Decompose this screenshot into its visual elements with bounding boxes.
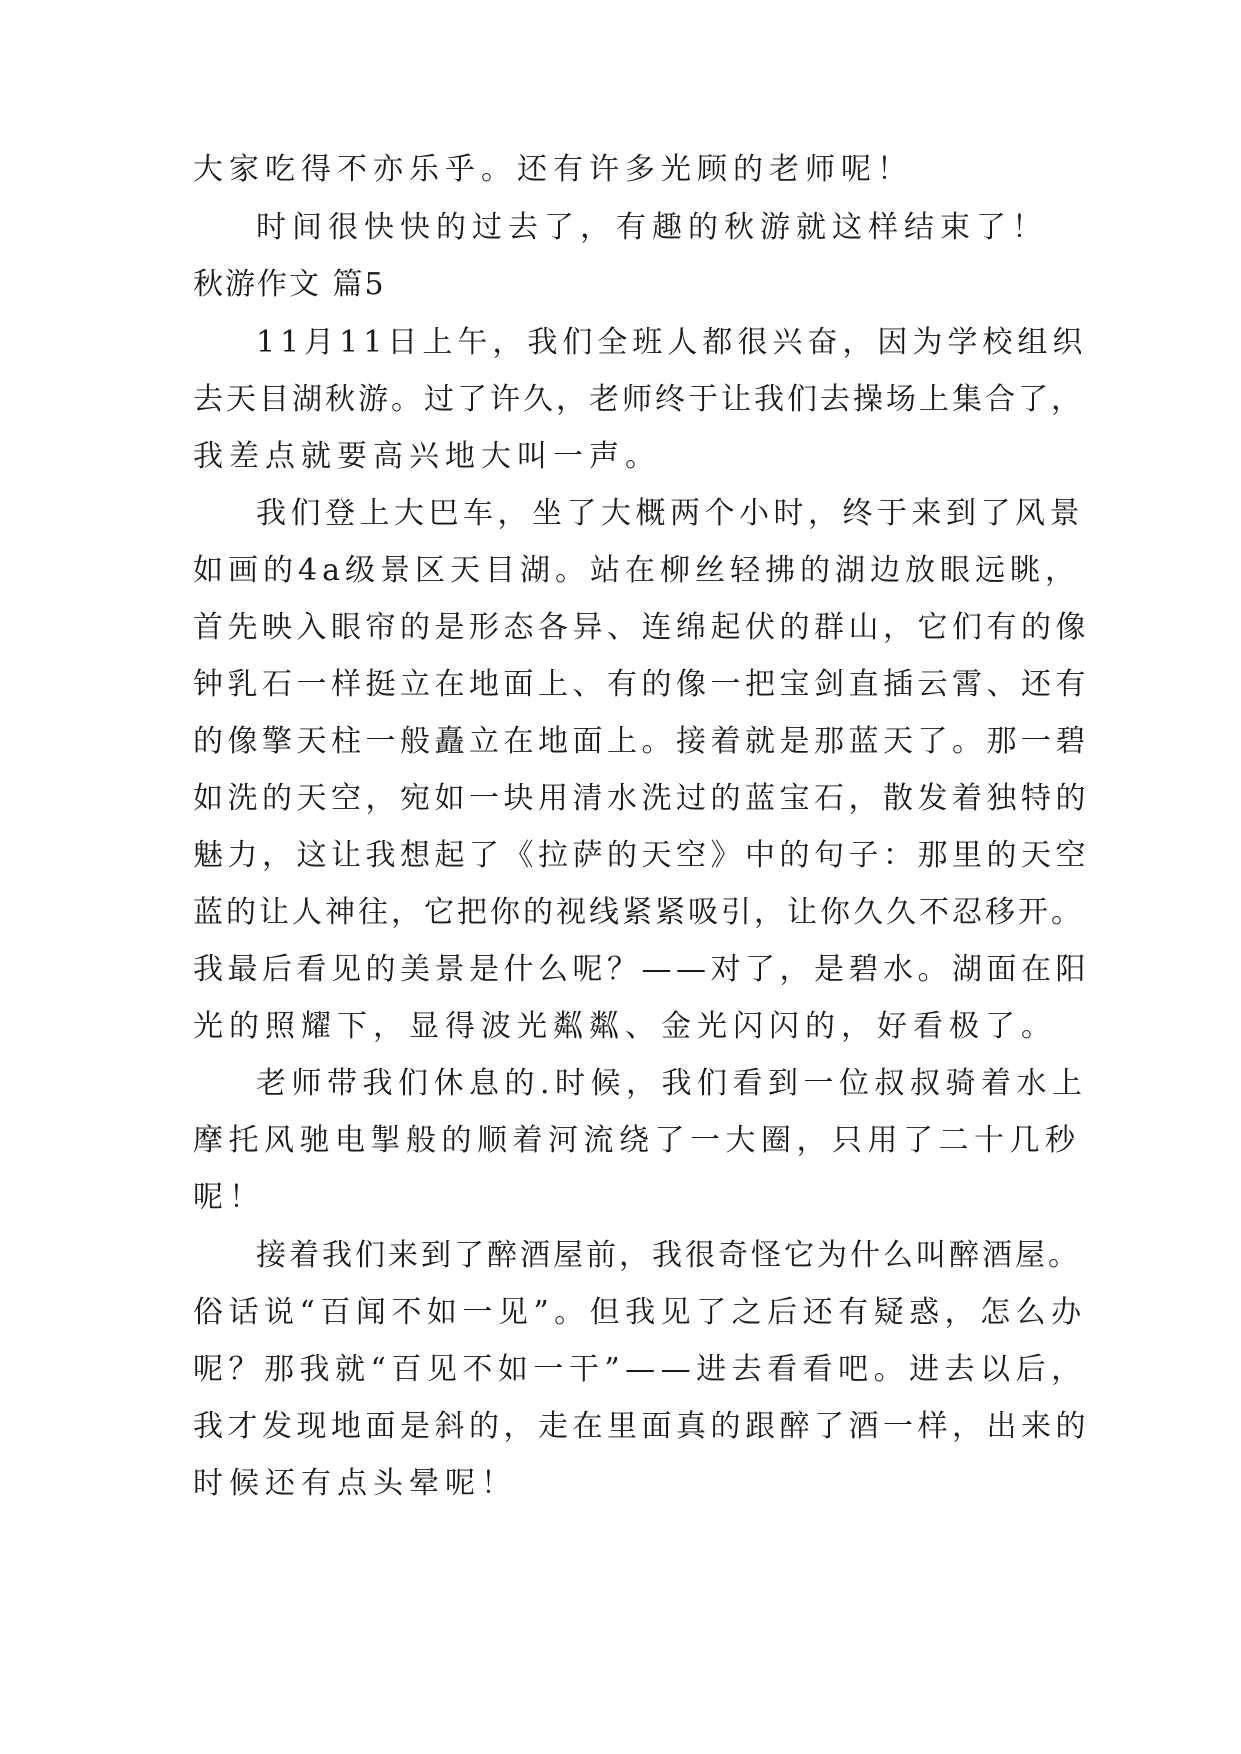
text-line: 11月11日上午，我们全班人都很兴奋，因为学校组织 (256, 325, 1088, 360)
text-line: 我才发现地面是斜的，走在里面真的跟醉了酒一样，出来的 (193, 1409, 1090, 1444)
text-line: 俗话说“百闻不如一见”。但我见了之后还有疑惑，怎么办 (193, 1295, 1087, 1330)
text-line: 首先映入眼帘的是形态各异、连绵起伏的群山，它们有的像 (193, 610, 1090, 645)
text-line: 的像擎天柱一般矗立在地面上。接着就是那蓝天了。那一碧 (193, 724, 1090, 759)
text-line: 我差点就要高兴地大叫一声。 (193, 439, 661, 474)
text-line: 呢？那我就“百见不如一干”——进去看看吧。进去以后， (193, 1352, 1087, 1387)
text-line: 蓝的让人神往，它把你的视线紧紧吸引，让你久久不忍移开。 (193, 895, 1084, 930)
text-line: 摩托风驰电掣般的顺着河流绕了一大圈，只用了二十几秒 (193, 1123, 1081, 1158)
text-line: 如画的4a级景区天目湖。站在柳丝轻拂的湖边放眼远眺， (193, 553, 1080, 588)
text-line: 时候还有点头晕呢！ (193, 1466, 517, 1501)
text-line: 光的照耀下，显得波光粼粼、金光闪闪的，好看极了。 (193, 1009, 1057, 1044)
text-line: 接着我们来到了醉酒屋前，我很奇怪它为什么叫醉酒屋。 (256, 1238, 1081, 1273)
text-line: 时间很快快的过去了，有趣的秋游就这样结束了！ (256, 210, 1048, 245)
text-line: 魅力，这让我想起了《拉萨的天空》中的句子：那里的天空 (193, 838, 1090, 873)
section-heading: 秋游作文 篇5 (193, 267, 386, 302)
text-line: 钟乳石一样挺立在地面上、有的像一把宝剑直插云霄、还有 (193, 667, 1090, 702)
text-line: 去天目湖秋游。过了许久，老师终于让我们去操场上集合了， (193, 382, 1084, 417)
text-line: 我最后看见的美景是什么呢？——对了，是碧水。湖面在阳 (193, 952, 1090, 987)
text-line: 如洗的天空，宛如一块用清水洗过的蓝宝石，散发着独特的 (193, 781, 1090, 816)
text-line: 老师带我们休息的.时候，我们看到一位叔叔骑着水上 (256, 1066, 1088, 1101)
text-line: 呢！ (193, 1180, 265, 1215)
text-line: 大家吃得不亦乐乎。还有许多光顾的老师呢！ (193, 152, 913, 187)
text-line: 我们登上大巴车，坐了大概两个小时，终于来到了风景 (256, 496, 1084, 531)
